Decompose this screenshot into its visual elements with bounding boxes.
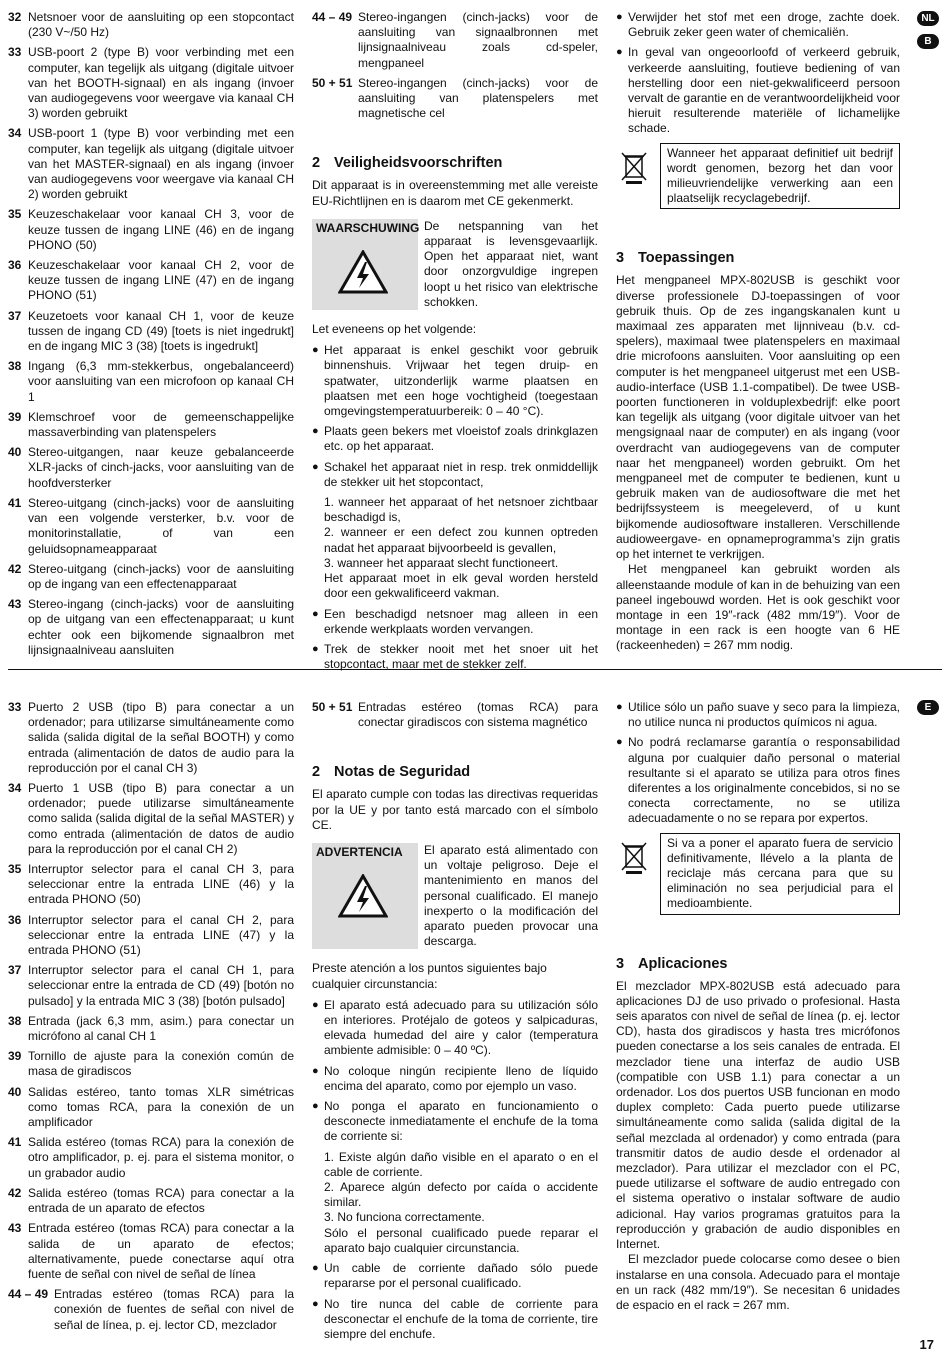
legend-item — [8, 496, 294, 557]
es-safety-lead: Preste atención a los puntos siguientes bajo cualquier circunstancia: — [312, 961, 547, 991]
legend-item — [312, 76, 598, 122]
es-column-2 — [312, 700, 598, 1347]
nl-safety-bullets — [312, 343, 598, 490]
bullet-dot-icon: ● — [616, 11, 623, 23]
legend-item — [8, 1085, 294, 1131]
bullet-dot-icon: ● — [616, 701, 623, 713]
legend-item-text: Entradas estéreo (tomas RCA) para conectar giradiscos con sistema magnético — [358, 700, 598, 730]
legend-item-number: 38 — [8, 1013, 22, 1028]
bullet-item — [312, 1261, 598, 1291]
bullet-item — [312, 642, 598, 672]
bullet-dot-icon: ● — [312, 1064, 319, 1077]
high-voltage-warning-icon — [338, 874, 388, 918]
legend-item-number: 50 + 51 — [312, 700, 353, 714]
legend-item — [8, 1221, 294, 1282]
legend-item-number: 35 — [8, 207, 22, 222]
legend-item — [8, 359, 294, 405]
es-safety-heading: 2 Notas de Seguridad — [312, 764, 471, 781]
legend-item — [8, 862, 294, 908]
bullet-dot-icon: ● — [312, 607, 319, 620]
bullet-item — [312, 460, 598, 490]
legend-item-text: Keuzetoets voor kanaal CH 1, voor de keuze tussen de ingang CD (49) [toets is niet ingedrukt] en de ingang MIC 3 (38) [toets is ingedrukt] — [28, 308, 294, 354]
es-applications-heading: 3 Aplicaciones — [616, 955, 728, 972]
bullet-dot-icon: ● — [312, 1262, 319, 1275]
nl-applications-heading: 3 Toepassingen — [616, 250, 735, 267]
legend-item-number: 40 — [8, 1084, 22, 1099]
page-number: 17 — [919, 1337, 934, 1352]
es-column-3 — [616, 700, 900, 1313]
es-safety-bullets — [312, 998, 598, 1145]
bullet-text: El aparato está adecuado para su utilización sólo en interiores. Protéjalo de goteos y salpicaduras, elevada humedad del aire y calor (temperatura ambiente admisible: 0 – 40 ºC). — [324, 997, 598, 1058]
bullet-dot-icon: ● — [312, 642, 319, 655]
nl-care-bullets — [616, 10, 900, 137]
high-voltage-warning-icon — [338, 250, 388, 294]
bullet-dot-icon: ● — [312, 1100, 319, 1113]
bullet-text: Het apparaat is enkel geschikt voor gebruik binnenshuis. Vrijwaar het tegen druip- en spatwater, uitzonderlijk warme plaatsen en plaatsen met een hoge vochtigheid (toegestaan omgevingstemperatuurbereik: 0 – 40 °C). — [324, 343, 598, 419]
es-disposal-box — [616, 833, 900, 915]
sublist-line: 2. Aparece algún defecto por caída o accidente similar. — [324, 1180, 598, 1210]
nl-disposal-text: Wanneer het apparaat definitief uit bedrijf wordt genomen, bezorg het dan voor milieuvriendelijke verwerking aan een plaatselijk recyclagebedrijf. — [660, 143, 900, 210]
bullet-text: Un cable de corriente dañado sólo puede repararse por el personal cualificado. — [324, 1261, 598, 1291]
bullet-dot-icon: ● — [616, 46, 623, 59]
crossed-out-bin-icon — [620, 149, 648, 185]
legend-item — [8, 913, 294, 959]
legend-item — [8, 700, 294, 776]
legend-item — [8, 45, 294, 121]
legend-item-number: 40 — [8, 445, 22, 460]
bullet-text: Verwijder het stof met een droge, zachte doek. Gebruik zeker geen water of chemicaliën. — [628, 10, 900, 40]
es-warning-label: ADVERTENCIA — [316, 845, 403, 860]
es-legend-list-continued — [312, 700, 598, 730]
nl-legend-list — [8, 10, 294, 658]
es-safety-sublist — [324, 1150, 598, 1256]
bullet-item — [616, 735, 900, 826]
bullet-text: No podrá reclamarse garantía o responsabilidad alguna por cualquier daño personal o material resultante si el aparato se utiliza para otros fines diferentes a los originalmente concebidos, si no se conecta correctamente, no se utiliza adecuadamente o no se repara por expertos. — [628, 735, 900, 826]
legend-item — [8, 781, 294, 857]
bullet-text: Trek de stekker nooit met het snoer uit het stopcontact, maar met de stekker zelf. — [324, 641, 598, 672]
legend-item-number: 41 — [8, 495, 22, 510]
sublist-line: Sólo el personal cualificado puede reparar el aparato bajo cualquier circunstancia. — [324, 1225, 598, 1255]
legend-item — [8, 597, 294, 658]
nl-safety-lead: Let eveneens op het volgende: — [312, 322, 477, 337]
legend-item-number: 34 — [8, 126, 22, 141]
nl-column-2 — [312, 10, 598, 677]
nl-warning-text: De netspanning van het apparaat is levensgevaarlijk. Open het apparaat niet, want door onzorgvuldige ingrepen loopt u het risico van elektrische schokken. — [424, 218, 598, 309]
legend-item — [8, 126, 294, 202]
es-safety-intro: El aparato cumple con todas las directivas requeridas por la UE y por tanto está marcado con el símbolo CE. — [312, 787, 598, 832]
bullet-text: Utilice sólo un paño suave y seco para la limpieza, no utilice nunca ni productos químicos ni agua. — [628, 700, 900, 730]
legend-item-text: Stereo-uitgangen, naar keuze gebalanceerde XLR-jacks of cinch-jacks, voor aansluiting van de hoofdversterker — [28, 445, 294, 490]
legend-item — [8, 410, 294, 440]
legend-item-number: 35 — [8, 862, 22, 877]
es-warning-box — [312, 843, 598, 949]
sublist-line: 1. Existe algún daño visible en el aparato o en el cable de corriente. — [324, 1149, 598, 1179]
bullet-item — [312, 1099, 598, 1145]
legend-item-number: 38 — [8, 359, 22, 374]
bullet-item — [312, 343, 598, 419]
legend-item-text: Entrada (jack 6,3 mm, asim.) para conectar un micrófono al canal CH 1 — [28, 1013, 294, 1044]
language-badge-nl: NL — [917, 11, 939, 26]
nl-applications-p1: Het mengpaneel MPX-802USB is geschikt voor diverse professionele DJ-toepassingen of voor gebruik thuis. Op de zes ingangskanalen kunt u maximaal zes apparaten met lijnniveau (b.v. cd-spelers), maximaal twee platenspelers en maximaal drie microfoons aansluiten. Voor aansluiting op een computer is het mengpaneel uitgerust met een USB-audio-interface (USB 1.1-compatibel). De twee USB-poorten functioneren in volduplexbedrijf: elke poort kan tegelijk als uitgang (voor digitale uitvoer van het mengsignaal naar de computer) en als ingang (voor overdracht van audiogegevens van de computer naar het mengpaneel) worden gebruikt. Om het mengpaneel met de computer te bedienen, kunt u gebruik maken van de audiosoftware die met het bedrijfssysteem is meegeleverd, of u kunt bijkomende audiosoftware installeren. Verschillende audioweergave- en opnameprogramma’s zijn gratis op het internet te verkrijgen. — [616, 273, 900, 562]
bullet-item — [616, 700, 900, 730]
legend-item-text: Interruptor selector para el canal CH 2, para seleccionar entre la entrada LINE (47) y la entrada PHONO (51) — [28, 912, 294, 958]
bullet-text: Een beschadigd netsnoer mag alleen in een erkende werkplaats worden vervangen. — [324, 606, 598, 636]
nl-safety-sublist — [324, 495, 598, 601]
legend-item-number: 39 — [8, 1049, 22, 1064]
legend-item-text: Entradas estéreo (tomas RCA) para la conexión de fuentes de señal con nivel de señal de línea, p. ej. lector CD, mezclador — [54, 1287, 294, 1332]
bullet-text: Schakel het apparaat niet in resp. trek onmiddellijk de stekker uit het stopcontact, — [324, 459, 598, 489]
nl-column-3 — [616, 10, 900, 654]
es-applications-p2: El mezclador puede colocarse como desee o bien instalarse en una consola. Adecuado para el montaje en un rack (482 mm/19″). Se necesitan 6 unidades de espacio en el rack = 267 mm. — [616, 1252, 900, 1312]
legend-item-text: Interruptor selector para el canal CH 1, para seleccionar entre la entrada de CD (49) [botón no pulsado] y la entrada MIC 3 (38) [botón pulsado] — [28, 963, 294, 1008]
legend-item-number: 36 — [8, 258, 22, 273]
es-applications-p1: El mezclador MPX-802USB está adecuado para aplicaciones DJ de uso privado o profesional. Hasta seis aparatos con nivel de señal de línea (p. ej. lector CD), hasta dos giradiscos y hasta tres micrófonos pueden conectarse a los seis canales de entrada. El mezclador tiene una interfaz de audio USB (compatible con USB 1.1) para conectar a un ordenador. Los dos puertos USB funcionan en modo duplex completo: Cada puerto puede utilizarse simultáneamente como salida (salida digital de la señal mezclada al ordenador) y como entrada (para transmitir datos de audio desde el ordenador al mezclador). Para utilizar el mezclador con el PC, puede utilizarse el software de audio entregado con el sistema operativo o instalar software de audio adicional. Hay varios programas gratuitos para la reproducción y grabación de audio disponibles en Internet. — [616, 978, 900, 1252]
legend-item-number: 43 — [8, 597, 22, 612]
es-legend-list — [8, 700, 294, 1333]
bullet-dot-icon: ● — [312, 460, 319, 473]
legend-item — [8, 1186, 294, 1216]
nl-safety-intro: Dit apparaat is in overeenstemming met alle vereiste EU-Richtlijnen en is daarom met CE gekenmerkt. — [312, 178, 598, 208]
bullet-dot-icon: ● — [312, 344, 319, 357]
legend-item-number: 44 – 49 — [312, 10, 353, 24]
nl-column-1 — [8, 10, 294, 663]
legend-item-text: Interruptor selector para el canal CH 3, para seleccionar entre la entrada LINE (46) y la entrada PHONO (50) — [28, 862, 294, 907]
bullet-dot-icon: ● — [312, 1297, 319, 1310]
bullet-text: No ponga el aparato en funcionamiento o desconecte inmediatamente el enchufe de la toma de corriente si: — [324, 1099, 598, 1144]
legend-item-text: Keuzeschakelaar voor kanaal CH 3, voor de keuze tussen de ingang LINE (46) en de ingang PHONO (50) — [28, 207, 294, 252]
legend-item-number: 32 — [8, 10, 22, 24]
nl-warning-box — [312, 219, 598, 310]
es-warning-text: El aparato está alimentado con un voltaje peligroso. Deje el mantenimiento en manos del personal cualificado. El manejo inexperto o la modificación del aparato pueden provocar una descarga. — [424, 843, 598, 949]
legend-item-number: 33 — [8, 700, 22, 714]
nl-applications-p2: Het mengpaneel kan gebruikt worden als alleenstaande module of kan in de behuizing van een paneel ingebouwd worden. Het is ook geschikt voor montage in een 19″-rack (482 mm/19″). Voor de montage in een rack is een hoogte van 6 HE (rackeenheden) = 267 mm nodig. — [616, 562, 900, 653]
legend-item — [8, 258, 294, 304]
bullet-item — [312, 998, 598, 1059]
bullet-item — [616, 10, 900, 40]
legend-item-text: Puerto 2 USB (tipo B) para conectar a un ordenador; para utilizarse simultáneamente como salida (salida digital de la señal BOOTH) y como entrada (alimentación de datos de audio para la reproducción por el canal CH 3) — [28, 700, 294, 775]
crossed-out-bin-icon — [620, 839, 648, 875]
nl-safety-bullets-2 — [312, 607, 598, 673]
legend-item-text: USB-poort 1 (type B) voor verbinding met een computer, kan tegelijk als uitgang (digitale uitvoer van het MASTER-signaal) en als ingang (invoer van audiogegevens voor weergave via kanaal CH 2) worden gebruikt — [28, 126, 294, 202]
legend-item-number: 42 — [8, 561, 22, 576]
bullet-dot-icon: ● — [616, 736, 623, 749]
sublist-line: 1. wanneer het apparaat of het netsnoer zichtbaar beschadigd is, — [324, 495, 598, 525]
es-disposal-text: Si va a poner el aparato fuera de servicio definitivamente, llévelo a la planta de reciclaje más cercana para que su eliminación no sea perjudicial para el medioambiente. — [660, 833, 900, 915]
bullet-item — [312, 607, 598, 637]
legend-item — [312, 10, 598, 71]
legend-item-text: Keuzeschakelaar voor kanaal CH 2, voor de keuze tussen de ingang LINE (47) en de ingang PHONO (51) — [28, 258, 294, 303]
legend-item-text: Stereo-ingangen (cinch-jacks) voor de aansluiting van platenspelers met magnetische cel — [358, 75, 598, 121]
legend-item-number: 50 + 51 — [312, 75, 353, 90]
legend-item — [8, 10, 294, 40]
legend-item — [8, 445, 294, 491]
language-badge-b: B — [917, 34, 939, 49]
bullet-item — [312, 1064, 598, 1094]
legend-item-number: 36 — [8, 912, 22, 927]
legend-item-text: Salidas estéreo, tanto tomas XLR simétricas como tomas RCA, para la conexión de un amplificador — [28, 1084, 294, 1130]
bullet-text: Plaats geen bekers met vloeistof zoals drinkglazen etc. op het apparaat. — [324, 424, 598, 454]
legend-item-number: 43 — [8, 1221, 22, 1236]
legend-item-text: Stereo-ingang (cinch-jacks) voor de aansluiting op de uitgang van een effectenapparaat; u kunt echter ook een bijkomende signaalbron met lijnsignaalniveau aansluiten — [28, 597, 294, 657]
bullet-dot-icon: ● — [312, 998, 319, 1011]
legend-item-number: 37 — [8, 308, 22, 323]
legend-item-text: Stereo-uitgang (cinch-jacks) voor de aansluiting op de ingang van een effectenapparaat — [28, 561, 294, 591]
legend-item — [8, 1049, 294, 1079]
legend-item-number: 34 — [8, 781, 22, 796]
legend-item-text: Ingang (6,3 mm-stekkerbus, ongebalanceerd) voor aansluiting van een microfoon op kanaal CH 1 — [28, 359, 294, 404]
legend-item-text: Stereo-uitgang (cinch-jacks) voor de aansluiting van een volgende versterker, b.v. voor de monitorinstallatie, of van een geluidsopnameapparaat — [28, 495, 294, 556]
nl-disposal-box — [616, 143, 900, 210]
legend-item-number: 39 — [8, 409, 22, 424]
nl-warning-label: WAARSCHUWING — [316, 220, 420, 235]
language-badge-e: E — [917, 700, 939, 715]
es-safety-bullets-2 — [312, 1261, 598, 1342]
sublist-line: 3. No funciona correctamente. — [324, 1210, 485, 1225]
legend-item — [312, 700, 598, 730]
legend-item-text: Salida estéreo (tomas RCA) para la conexión de otro amplificador, p. ej. para el sistema monitor, o un grabador audio — [28, 1135, 294, 1180]
legend-item-text: Salida estéreo (tomas RCA) para conectar a la entrada de un aparato de efectos — [28, 1185, 294, 1216]
legend-item-text: Stereo-ingangen (cinch-jacks) voor de aansluiting van signaalbronnen met lijnsignaalniveau zoals cd-speler, mengpaneel — [358, 10, 598, 70]
legend-item — [8, 1135, 294, 1181]
legend-item-number: 44 – 49 — [8, 1287, 49, 1302]
legend-item — [8, 1014, 294, 1044]
legend-item-text: Entrada estéreo (tomas RCA) para conectar a la salida de un aparato de efectos; alternativamente, puede conectarse aquí otra fuente de señal con nivel de señal de línea — [28, 1221, 294, 1281]
es-care-bullets — [616, 700, 900, 827]
bullet-text: No coloque ningún recipiente lleno de líquido encima del aparato, como por ejemplo un vaso. — [324, 1063, 598, 1093]
legend-item-text: Netsnoer voor de aansluiting op een stopcontact (230 V~/50 Hz) — [28, 10, 294, 40]
legend-item-number: 37 — [8, 963, 22, 978]
nl-safety-heading: 2 Veiligheidsvoorschriften — [312, 155, 503, 172]
legend-item — [8, 207, 294, 253]
legend-item-number: 41 — [8, 1135, 22, 1150]
legend-item — [8, 562, 294, 592]
legend-item-text: Tornillo de ajuste para la conexión común de masa de giradiscos — [28, 1049, 294, 1079]
legend-item — [8, 1287, 294, 1333]
sublist-line: 3. wanneer het apparaat slecht functioneert. — [324, 555, 559, 570]
legend-item-text: Puerto 1 USB (tipo B) para conectar a un ordenador; puede utilizarse simultáneamente como salida (salida digital de la señal MASTER) y como entrada (alimentación de datos de audio para la reproducción por el canal CH 2) — [28, 781, 294, 856]
legend-item-number: 33 — [8, 45, 22, 60]
bullet-text: No tire nunca del cable de corriente para desconectar el enchufe de la toma de corriente, tire siempre del enchufe. — [324, 1296, 598, 1341]
sublist-line: Het apparaat moet in elk geval worden hersteld door een gekwalificeerd vakman. — [324, 571, 598, 601]
sublist-line: 2. wanneer er een defect zou kunnen optreden nadat het apparaat bijvoorbeeld is gevallen, — [324, 525, 598, 555]
bullet-text: In geval van ongeoorloofd of verkeerd gebruik, verkeerde aansluiting, foutieve bediening of van herstelling door een niet-gekwalificeerd persoon vervalt de garantie en de verantwoordelijkheid voor hieruit resulterende materiële of lichamelijke schade. — [628, 45, 900, 136]
legend-item-text: Klemschroef voor de gemeenschappelijke massaverbinding van platenspelers — [28, 409, 294, 440]
section-divider — [8, 669, 942, 670]
bullet-item — [616, 45, 900, 136]
nl-legend-list-continued — [312, 10, 598, 121]
bullet-dot-icon: ● — [312, 425, 319, 438]
bullet-item — [312, 424, 598, 454]
es-column-1 — [8, 700, 294, 1338]
legend-item — [8, 309, 294, 355]
legend-item — [8, 963, 294, 1009]
legend-item-number: 42 — [8, 1185, 22, 1200]
bullet-item — [312, 1297, 598, 1343]
legend-item-text: USB-poort 2 (type B) voor verbinding met een computer, kan tegelijk als uitgang (digitale uitvoer van het BOOTH-signaal) en als ingang (invoer van audiogegevens voor weergave via kanaal CH 3) worden gebruikt — [28, 45, 294, 121]
